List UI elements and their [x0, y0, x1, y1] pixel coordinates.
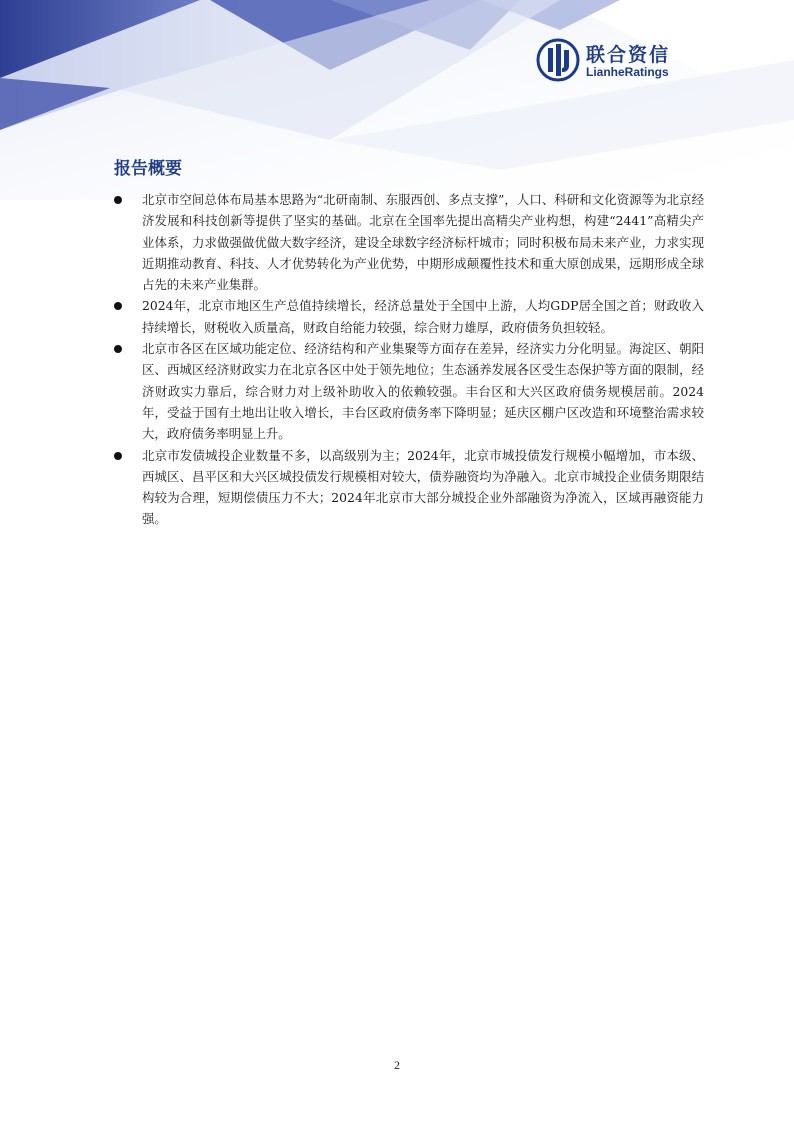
section-title: 报告概要 [114, 159, 182, 179]
lianhe-logo-icon [536, 38, 580, 82]
bullet-icon [114, 302, 122, 310]
logo-english-name: LianheRatings [586, 65, 669, 79]
bullet-icon [114, 452, 122, 460]
list-item-text: 2024年，北京市地区生产总值持续增长，经济总量处于全国中上游，人均GDP居全国之首；财政收入持续增长，财税收入质量高，财政自给能力较强，综合财力雄厚，政府债务负担较轻。 [142, 298, 704, 335]
list-item-text: 北京市发债城投企业数量不多，以高级别为主；2024年，北京市城投债发行规模小幅增加，市本级、西城区、昌平区和大兴区城投债发行规模相对较大，债券融资均为净融入。北京市城投企业债务期限结构较为合理，短期偿债压力不大；2024年北京市大部分城投企业外部融资为净流入，区域再融资能力强。 [142, 447, 704, 527]
list-item-text: 北京市空间总体布局基本思路为“北研南制、东服西创、多点支撑”，人口、科研和文化资源等为北京经济发展和科技创新等提供了坚实的基础。北京在全国率先提出高精尖产业构想，构建“2441”高精尖产业体系，力求做强做优做大数字经济，建设全球数字经济标杆城市；同时积极布局未来产业，力求实现近期推动教育、科技、人才优势转化为产业优势，中期形成颠覆性技术和重大原创成果，远期形成全球占先的未来产业集群。 [142, 192, 704, 293]
list-item [114, 189, 704, 295]
bullet-icon [114, 196, 122, 204]
list-item [114, 295, 704, 338]
logo-chinese-name: 联合资信 [586, 44, 671, 66]
summary-list [114, 189, 704, 530]
logo [536, 38, 686, 86]
bullet-icon [114, 345, 122, 353]
page-number: 2 [394, 1058, 400, 1072]
list-item [114, 445, 704, 530]
list-item-text: 北京市各区在区域功能定位、经济结构和产业集聚等方面存在差异，经济实力分化明显。海淀区、朝阳区、西城区经济财政实力在北京各区中处于领先地位；生态涵养发展各区受生态保护等方面的限制，经济财政实力靠后，综合财力对上级补助收入的依赖较强。丰台区和大兴区政府债务规模居前。2024年，受益于国有土地出让收入增长，丰台区政府债务率下降明显；延庆区棚户区改造和环境整治需求较大，政府债务率明显上升。 [142, 341, 704, 442]
list-item [114, 338, 704, 444]
